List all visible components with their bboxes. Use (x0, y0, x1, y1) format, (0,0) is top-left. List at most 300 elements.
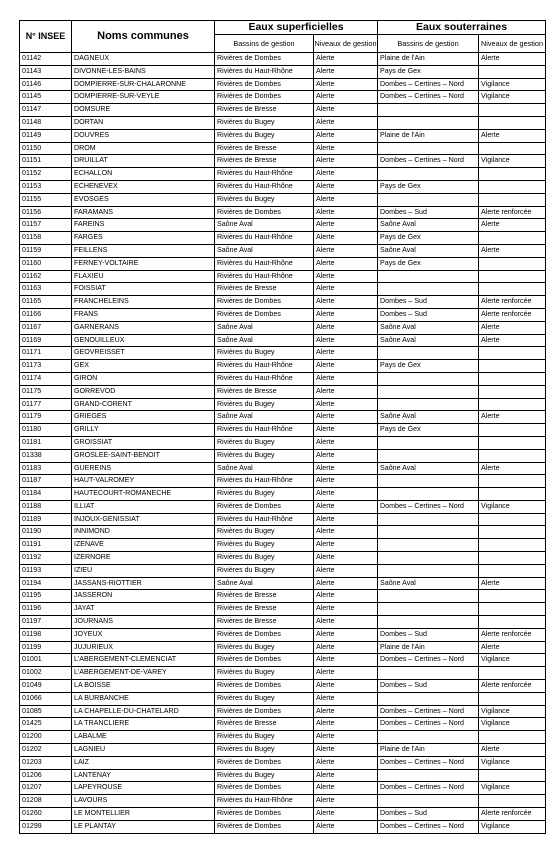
table-row (20, 321, 546, 334)
ground-level-cell: Vigilance (479, 91, 546, 104)
surface-level-cell: Alerte (314, 680, 378, 693)
commune-name-cell: ECHENEVEX (72, 180, 215, 193)
table-header (20, 21, 546, 53)
table-row (20, 654, 546, 667)
commune-name-cell: DOMSURE (72, 104, 215, 117)
surface-level-cell: Alerte (314, 667, 378, 680)
insee-code-cell: 01167 (20, 321, 72, 334)
surface-level-cell: Alerte (314, 462, 378, 475)
surface-basin-cell: Rivières de Dombes (215, 680, 314, 693)
commune-name-cell: EVOSGES (72, 193, 215, 206)
table-row (20, 744, 546, 757)
insee-code-cell: 01150 (20, 142, 72, 155)
table-row (20, 372, 546, 385)
surface-basin-cell: Rivières de Bresse (215, 603, 314, 616)
ground-basin-cell (378, 616, 479, 629)
ground-basin-cell: Pays de Gex (378, 424, 479, 437)
commune-name-cell: GROISSIAT (72, 436, 215, 449)
ground-level-cell: Alerte renforcée (479, 206, 546, 219)
commune-name-cell: FEILLENS (72, 244, 215, 257)
surface-level-cell: Alerte (314, 692, 378, 705)
surface-basin-cell: Rivières de Bresse (215, 104, 314, 117)
table-row (20, 296, 546, 309)
ground-level-cell: Alerte (479, 129, 546, 142)
surface-basin-cell: Rivières du Haut-Rhône (215, 360, 314, 373)
ground-basin-cell: Saône Aval (378, 334, 479, 347)
ground-basin-cell: Saône Aval (378, 219, 479, 232)
ground-level-cell (479, 731, 546, 744)
insee-code-cell: 01153 (20, 180, 72, 193)
insee-code-cell: 01183 (20, 462, 72, 475)
commune-name-cell: JASSERON (72, 590, 215, 603)
surface-level-cell: Alerte (314, 155, 378, 168)
table-row (20, 116, 546, 129)
ground-basin-cell (378, 526, 479, 539)
surface-level-cell: Alerte (314, 500, 378, 513)
table-row (20, 232, 546, 245)
table-row (20, 104, 546, 117)
surface-basin-cell: Rivières de Dombes (215, 500, 314, 513)
surface-level-cell: Alerte (314, 104, 378, 117)
ground-basin-cell (378, 590, 479, 603)
commune-name-cell: GORREVOD (72, 385, 215, 398)
ground-level-cell (479, 590, 546, 603)
ground-level-cell (479, 142, 546, 155)
insee-code-cell: 01142 (20, 53, 72, 66)
table-row (20, 680, 546, 693)
surface-basin-cell: Rivières du Bugey (215, 347, 314, 360)
insee-code-cell: 01181 (20, 436, 72, 449)
table-row (20, 193, 546, 206)
ground-basin-cell (378, 385, 479, 398)
commune-name-cell: LA CHAPELLE-DU-CHATELARD (72, 705, 215, 718)
commune-name-cell: L'ABERGEMENT-DE-VAREY (72, 667, 215, 680)
ground-level-cell: Alerte (479, 462, 546, 475)
table-row (20, 411, 546, 424)
insee-code-cell: 01049 (20, 680, 72, 693)
ground-basin-cell: Dombes – Certines – Nord (378, 782, 479, 795)
insee-code-cell: 01198 (20, 628, 72, 641)
ground-level-cell: Alerte (479, 411, 546, 424)
surface-basin-cell: Rivières de Dombes (215, 308, 314, 321)
ground-basin-cell: Plaine de l'Ain (378, 641, 479, 654)
surface-level-cell: Alerte (314, 232, 378, 245)
table-row (20, 270, 546, 283)
ground-level-cell: Vigilance (479, 756, 546, 769)
table-row (20, 347, 546, 360)
insee-code-cell: 01157 (20, 219, 72, 232)
insee-code-cell: 01192 (20, 552, 72, 565)
ground-level-cell: Vigilance (479, 820, 546, 833)
surface-level-cell: Alerte (314, 308, 378, 321)
ground-basin-cell: Dombes – Certines – Nord (378, 654, 479, 667)
table-row (20, 692, 546, 705)
surface-basin-cell: Rivières du Bugey (215, 436, 314, 449)
commune-name-cell: DIVONNE-LES-BAINS (72, 65, 215, 78)
table-row (20, 513, 546, 526)
ground-level-cell: Alerte renforcée (479, 296, 546, 309)
ground-basin-cell (378, 372, 479, 385)
surface-basin-cell: Rivières de Bresse (215, 283, 314, 296)
surface-basin-cell: Rivières de Bresse (215, 155, 314, 168)
insee-code-cell: 01171 (20, 347, 72, 360)
insee-code-cell: 01260 (20, 808, 72, 821)
ground-basin-cell (378, 347, 479, 360)
surface-level-cell: Alerte (314, 756, 378, 769)
commune-name-cell: DRUILLAT (72, 155, 215, 168)
insee-code-cell: 01147 (20, 104, 72, 117)
surface-level-cell: Alerte (314, 257, 378, 270)
ground-basin-cell (378, 731, 479, 744)
commune-name-cell: FRANS (72, 308, 215, 321)
insee-code-cell: 01203 (20, 756, 72, 769)
ground-level-cell (479, 232, 546, 245)
surface-level-cell: Alerte (314, 782, 378, 795)
commune-name-cell: GEX (72, 360, 215, 373)
ground-level-cell (479, 168, 546, 181)
commune-name-cell: LE PLANTAY (72, 820, 215, 833)
insee-code-cell: 01159 (20, 244, 72, 257)
insee-code-cell: 01180 (20, 424, 72, 437)
surface-basin-cell: Rivières du Haut-Rhône (215, 270, 314, 283)
ground-level-cell: Vigilance (479, 155, 546, 168)
surface-level-cell: Alerte (314, 526, 378, 539)
insee-code-cell: 01156 (20, 206, 72, 219)
commune-name-cell: LAGNIEU (72, 744, 215, 757)
ground-level-cell: Vigilance (479, 705, 546, 718)
surface-basin-cell: Rivières du Bugey (215, 552, 314, 565)
table-row (20, 475, 546, 488)
ground-basin-cell: Plaine de l'Ain (378, 53, 479, 66)
surface-level-cell: Alerte (314, 449, 378, 462)
insee-code-cell: 01146 (20, 78, 72, 91)
surface-basin-cell: Rivières du Bugey (215, 769, 314, 782)
ground-level-cell (479, 385, 546, 398)
surface-level-cell: Alerte (314, 590, 378, 603)
ground-level-cell: Alerte (479, 244, 546, 257)
ground-level-cell (479, 488, 546, 501)
surface-basin-cell: Rivières du Bugey (215, 667, 314, 680)
commune-name-cell: GRAND-CORENT (72, 398, 215, 411)
surface-level-cell: Alerte (314, 91, 378, 104)
insee-code-cell: 01195 (20, 590, 72, 603)
ground-level-cell (479, 564, 546, 577)
commune-name-cell: HAUT-VALROMEY (72, 475, 215, 488)
commune-name-cell: FARGES (72, 232, 215, 245)
surface-level-cell: Alerte (314, 193, 378, 206)
ground-level-cell: Alerte (479, 744, 546, 757)
ground-basin-cell: Dombes – Sud (378, 808, 479, 821)
ground-level-cell (479, 692, 546, 705)
ground-level-cell (479, 193, 546, 206)
insee-code-cell: 01190 (20, 526, 72, 539)
insee-code-cell: 01001 (20, 654, 72, 667)
ground-basin-cell: Dombes – Certines – Nord (378, 500, 479, 513)
ground-basin-cell: Pays de Gex (378, 360, 479, 373)
commune-name-cell: LAIZ (72, 756, 215, 769)
surface-level-cell: Alerte (314, 769, 378, 782)
surface-level-cell: Alerte (314, 219, 378, 232)
table-row (20, 206, 546, 219)
commune-name-cell: JUJURIEUX (72, 641, 215, 654)
table-row (20, 488, 546, 501)
ground-basin-cell (378, 398, 479, 411)
table-row (20, 53, 546, 66)
table-row (20, 616, 546, 629)
table-row (20, 78, 546, 91)
commune-name-cell: LE MONTELLIER (72, 808, 215, 821)
ground-basin-cell: Dombes – Certines – Nord (378, 705, 479, 718)
insee-code-cell: 01152 (20, 168, 72, 181)
commune-name-cell: LAVOURS (72, 795, 215, 808)
table-row (20, 244, 546, 257)
surface-basin-cell: Rivières du Bugey (215, 564, 314, 577)
surface-basin-cell: Rivières de Dombes (215, 820, 314, 833)
ground-basin-cell (378, 116, 479, 129)
ground-basin-cell (378, 270, 479, 283)
commune-name-cell: FAREINS (72, 219, 215, 232)
surface-level-cell: Alerte (314, 628, 378, 641)
insee-code-cell: 01206 (20, 769, 72, 782)
ground-level-cell (479, 424, 546, 437)
document-page (19, 20, 546, 834)
commune-name-cell: FERNEY-VOLTAIRE (72, 257, 215, 270)
surface-basin-cell: Saône Aval (215, 334, 314, 347)
surface-level-cell: Alerte (314, 206, 378, 219)
surface-level-cell: Alerte (314, 616, 378, 629)
table-row (20, 334, 546, 347)
insee-code-cell: 01194 (20, 577, 72, 590)
table-row (20, 731, 546, 744)
surface-level-cell: Alerte (314, 808, 378, 821)
surface-level-cell: Alerte (314, 603, 378, 616)
commune-name-cell: GRILLY (72, 424, 215, 437)
ground-level-cell (479, 436, 546, 449)
ground-level-cell (479, 347, 546, 360)
surface-level-cell: Alerte (314, 385, 378, 398)
insee-code-cell: 01193 (20, 564, 72, 577)
ground-level-cell (479, 283, 546, 296)
surface-basin-cell: Rivières du Bugey (215, 488, 314, 501)
ground-level-cell: Alerte (479, 577, 546, 590)
insee-code-cell: 01202 (20, 744, 72, 757)
ground-level-cell (479, 257, 546, 270)
insee-code-cell: 01085 (20, 705, 72, 718)
surface-basin-cell: Rivières du Bugey (215, 193, 314, 206)
table-row (20, 782, 546, 795)
surface-level-cell: Alerte (314, 820, 378, 833)
ground-level-cell: Vigilance (479, 782, 546, 795)
insee-code-cell: 01425 (20, 718, 72, 731)
ground-basin-cell (378, 283, 479, 296)
insee-code-cell: 01207 (20, 782, 72, 795)
insee-code-cell: 01165 (20, 296, 72, 309)
surface-level-cell: Alerte (314, 372, 378, 385)
commune-name-cell: JASSANS-RIOTTIER (72, 577, 215, 590)
commune-name-cell: DOUVRES (72, 129, 215, 142)
header-surface-water: Eaux superficielles (215, 21, 378, 35)
surface-basin-cell: Rivières de Bresse (215, 142, 314, 155)
ground-level-cell: Alerte (479, 53, 546, 66)
surface-basin-cell: Rivières de Dombes (215, 206, 314, 219)
ground-level-cell: Vigilance (479, 718, 546, 731)
ground-level-cell (479, 372, 546, 385)
ground-level-cell: Alerte (479, 321, 546, 334)
commune-name-cell: DROM (72, 142, 215, 155)
commune-name-cell: L'ABERGEMENT-CLEMENCIAT (72, 654, 215, 667)
table-row (20, 449, 546, 462)
ground-level-cell (479, 667, 546, 680)
table-row (20, 756, 546, 769)
surface-basin-cell: Rivières du Haut-Rhône (215, 513, 314, 526)
ground-basin-cell: Dombes – Certines – Nord (378, 756, 479, 769)
surface-level-cell: Alerte (314, 321, 378, 334)
insee-code-cell: 01174 (20, 372, 72, 385)
surface-basin-cell: Rivières du Bugey (215, 744, 314, 757)
surface-level-cell: Alerte (314, 436, 378, 449)
commune-name-cell: GUEREINS (72, 462, 215, 475)
table-row (20, 628, 546, 641)
ground-level-cell: Vigilance (479, 500, 546, 513)
commune-name-cell: LA BURBANCHE (72, 692, 215, 705)
insee-code-cell: 01200 (20, 731, 72, 744)
table-row (20, 577, 546, 590)
ground-basin-cell (378, 564, 479, 577)
surface-level-cell: Alerte (314, 360, 378, 373)
table-row (20, 603, 546, 616)
commune-name-cell: GARNERANS (72, 321, 215, 334)
ground-basin-cell (378, 667, 479, 680)
insee-code-cell: 01179 (20, 411, 72, 424)
ground-level-cell (479, 475, 546, 488)
ground-level-cell (479, 65, 546, 78)
surface-basin-cell: Saône Aval (215, 321, 314, 334)
surface-level-cell: Alerte (314, 552, 378, 565)
table-row (20, 564, 546, 577)
surface-basin-cell: Rivières du Bugey (215, 449, 314, 462)
table-row (20, 168, 546, 181)
ground-basin-cell: Dombes – Sud (378, 308, 479, 321)
ground-basin-cell (378, 475, 479, 488)
surface-level-cell: Alerte (314, 142, 378, 155)
surface-basin-cell: Rivières du Haut-Rhône (215, 168, 314, 181)
ground-level-cell: Alerte renforcée (479, 680, 546, 693)
ground-level-cell (479, 116, 546, 129)
ground-basin-cell: Dombes – Sud (378, 296, 479, 309)
surface-basin-cell: Rivières de Dombes (215, 705, 314, 718)
header-surface-level: Niveaux de gestion (314, 35, 378, 53)
surface-basin-cell: Rivières du Bugey (215, 129, 314, 142)
insee-code-cell: 01196 (20, 603, 72, 616)
ground-basin-cell (378, 603, 479, 616)
commune-name-cell: GRIEGES (72, 411, 215, 424)
ground-basin-cell (378, 539, 479, 552)
ground-basin-cell: Dombes – Certines – Nord (378, 91, 479, 104)
insee-code-cell: 01199 (20, 641, 72, 654)
surface-basin-cell: Rivières de Dombes (215, 628, 314, 641)
insee-code-cell: 01166 (20, 308, 72, 321)
ground-basin-cell: Dombes – Certines – Nord (378, 155, 479, 168)
ground-level-cell: Vigilance (479, 654, 546, 667)
insee-code-cell: 01145 (20, 91, 72, 104)
surface-level-cell: Alerte (314, 718, 378, 731)
surface-level-cell: Alerte (314, 65, 378, 78)
ground-level-cell (479, 449, 546, 462)
commune-name-cell: FLAXIEU (72, 270, 215, 283)
ground-level-cell (479, 603, 546, 616)
ground-basin-cell: Dombes – Certines – Nord (378, 820, 479, 833)
surface-basin-cell: Rivières de Bresse (215, 616, 314, 629)
surface-basin-cell: Rivières du Haut-Rhône (215, 232, 314, 245)
surface-level-cell: Alerte (314, 564, 378, 577)
ground-level-cell: Alerte renforcée (479, 808, 546, 821)
surface-level-cell: Alerte (314, 641, 378, 654)
surface-basin-cell: Rivières de Dombes (215, 296, 314, 309)
surface-basin-cell: Rivières du Bugey (215, 398, 314, 411)
insee-code-cell: 01197 (20, 616, 72, 629)
surface-level-cell: Alerte (314, 270, 378, 283)
insee-code-cell: 01169 (20, 334, 72, 347)
surface-level-cell: Alerte (314, 53, 378, 66)
ground-basin-cell: Dombes – Certines – Nord (378, 718, 479, 731)
header-ground-level: Niveaux de gestion (479, 35, 546, 53)
insee-code-cell: 01143 (20, 65, 72, 78)
ground-basin-cell: Pays de Gex (378, 232, 479, 245)
commune-name-cell: LANTENAY (72, 769, 215, 782)
surface-level-cell: Alerte (314, 577, 378, 590)
commune-name-cell: GENOUILLEUX (72, 334, 215, 347)
surface-level-cell: Alerte (314, 244, 378, 257)
surface-basin-cell: Rivières de Dombes (215, 756, 314, 769)
insee-code-cell: 01173 (20, 360, 72, 373)
surface-basin-cell: Saône Aval (215, 462, 314, 475)
commune-name-cell: DAGNEUX (72, 53, 215, 66)
insee-code-cell: 01163 (20, 283, 72, 296)
ground-level-cell: Alerte (479, 334, 546, 347)
commune-name-cell: JAYAT (72, 603, 215, 616)
table-row (20, 257, 546, 270)
ground-level-cell: Alerte renforcée (479, 308, 546, 321)
surface-basin-cell: Rivières de Dombes (215, 53, 314, 66)
insee-code-cell: 01066 (20, 692, 72, 705)
ground-basin-cell (378, 488, 479, 501)
commune-name-cell: IZERNORE (72, 552, 215, 565)
ground-basin-cell: Plaine de l'Ain (378, 129, 479, 142)
surface-level-cell: Alerte (314, 78, 378, 91)
commune-name-cell: LA TRANCLIERE (72, 718, 215, 731)
ground-basin-cell: Pays de Gex (378, 257, 479, 270)
ground-level-cell (479, 526, 546, 539)
surface-level-cell: Alerte (314, 488, 378, 501)
ground-basin-cell: Plaine de l'Ain (378, 744, 479, 757)
table-row (20, 705, 546, 718)
restriction-table (19, 20, 546, 834)
surface-basin-cell: Rivières du Haut-Rhône (215, 795, 314, 808)
table-row (20, 155, 546, 168)
insee-code-cell: 01184 (20, 488, 72, 501)
insee-code-cell: 01299 (20, 820, 72, 833)
ground-basin-cell: Dombes – Sud (378, 206, 479, 219)
insee-code-cell: 01162 (20, 270, 72, 283)
commune-name-cell: LA BOISSE (72, 680, 215, 693)
surface-level-cell: Alerte (314, 398, 378, 411)
surface-basin-cell: Rivières du Bugey (215, 731, 314, 744)
ground-basin-cell: Saône Aval (378, 411, 479, 424)
commune-name-cell: DORTAN (72, 116, 215, 129)
surface-basin-cell: Rivières de Bresse (215, 590, 314, 603)
table-row (20, 769, 546, 782)
ground-basin-cell: Saône Aval (378, 577, 479, 590)
